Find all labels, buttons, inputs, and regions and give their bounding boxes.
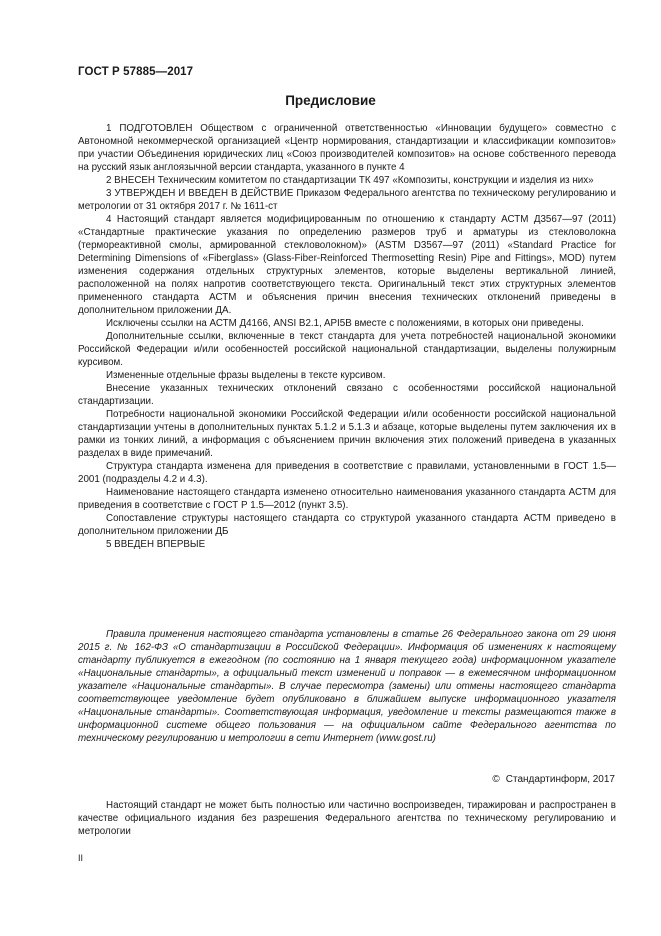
paragraph-introduced: 2 ВНЕСЕН Техническим комитетом по стандартизации ТК 497 «Композиты, конструкции и изделия из них» [106,175,594,186]
paragraph-modified: 4 Настоящий стандарт является модифицированным по отношению к стандарту АСТМ Д3567—97 (2011) «Стандартные практические указания по определению размеров труб и арматуры из стекловолокна (термореактивной смолы, армированной стекловолокном)» (ASTM D3567—97 (2011) «Standard Practice for Determining Dimensions of «Fiberglass» (Glass-Fiber-Reinforced Thermosetting Resin) Pipe and Fittings», MOD) путем изменения содержания отдельных структурных элементов, которые выделены вертикальной линией, расположенной на полях напротив соответствующего текста. Оригинальный текст этих структурных элементов примененного стандарта АСТМ и объяснения причин внесения технических отклонений приведены в дополнительном приложении ДА. [78,214,616,316]
paragraph-title-changed: Наименование настоящего стандарта изменено относительно наименования указанного стандарта АСТМ для приведения в соответствие с ГОСТ Р 1.5—2012 (пункт 3.5). [78,487,616,511]
paragraph-comparison: Сопоставление структуры настоящего стандарта со структурой указанного стандарта АСТМ приведено в дополнительном приложении ДБ [78,513,616,537]
paragraph-deviations: Внесение указанных технических отклонений связано с особенностями российской национальной стандартизации. [78,383,616,407]
document-code-header: ГОСТ Р 57885—2017 [78,66,194,78]
paragraph-economy-needs: Потребности национальной экономики Российской Федерации и/или особенности российской национальной стандартизации учтены в дополнительных пунктах 5.1.2 и 5.1.3 и абзаце, которые выделены путем заключения их в рамки из тонких линий, а информация с объяснением причин включения этих положений приведена в указанных разделах в виде примечаний. [78,409,616,459]
copyright-line [492,774,615,785]
copyright-holder: Стандартинформ, 2017 [505,774,615,785]
paragraph-structure: Структура стандарта изменена для приведения в соответствие с правилами, установленными в ГОСТ 1.5—2001 (подразделы 4.2 и 4.3). [78,461,616,485]
application-rules-notice [78,628,616,745]
copyright-symbol: © [492,774,500,785]
paragraph-excluded-references: Исключены ссылки на АСТМ Д4166, ANSI B2.1, API5B вместе с положениями, в которых они приведены. [106,318,584,329]
foreword-body [78,122,616,551]
rights-text: Настоящий стандарт не может быть полностью или частично воспроизведен, тиражирован и распространен в качестве официального издания без разрешения Федерального агентства по техническому регулированию и метрологии [78,800,616,837]
paragraph-approved: 3 УТВЕРЖДЕН И ВВЕДЕН В ДЕЙСТВИЕ Приказом Федерального агентства по техническому регулированию и метрологии от 31 октября 2017 г. № 1611-ст [78,188,616,212]
reproduction-rights [78,799,616,838]
page-number: II [78,853,84,863]
paragraph-first-introduced: 5 ВВЕДЕН ВПЕРВЫЕ [106,539,206,550]
paragraph-changed-phrases: Измененные отдельные фразы выделены в тексте курсивом. [106,370,386,381]
paragraph-additional-references: Дополнительные ссылки, включенные в текст стандарта для учета потребностей национальной экономики Российской Федерации и/или особенностей российской национальной стандартизации, выделены полужирным курсивом. [78,331,616,368]
notice-text: Правила применения настоящего стандарта установлены в статье 26 Федерального закона от 29 июня 2015 г. № 162-ФЗ «О стандартизации в Российской Федерации». Информация об изменениях к настоящему стандарту публикуется в ежегодном (по состоянию на 1 января текущего года) информационном указателе «Национальные стандарты», а официальный текст изменений и поправок — в ежемесячном информационном указателе «Национальные стандарты». В случае пересмотра (замены) или отмены настоящего стандарта соответствующее уведомление будет опубликовано в ближайшем выпуске информационного указателя «Национальные стандарты». Соответствующая информация, уведомление и тексты размещаются также в информационной системе общего пользования — на официальном сайте Федерального агентства по техническому регулированию и метрологии в сети Интернет (www.gost.ru) [78,629,616,744]
paragraph-prepared: 1 ПОДГОТОВЛЕН Обществом с ограниченной ответственностью «Инновации будущего» совместно с Автономной некоммерческой организацией «Центр нормирования, стандартизации и классификации композитов» при участии Объединения юридических лиц «Союз производителей композитов» на основе собственного перевода на русский язык англоязычной версии стандарта, указанного в пункте 4 [78,123,616,173]
section-title: Предисловие [285,93,376,108]
